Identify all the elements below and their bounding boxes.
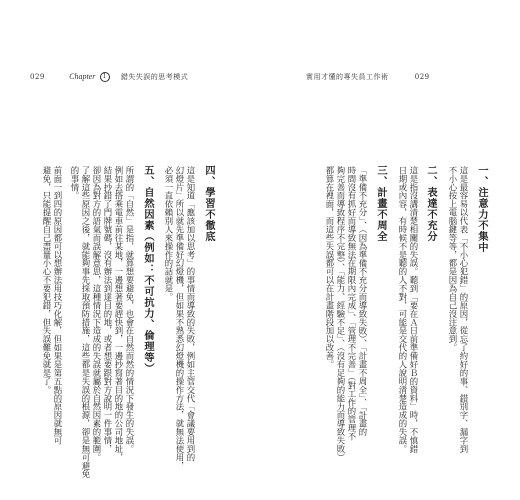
text-column: 必須一直依賴別人來操作的話就是。 — [164, 166, 174, 302]
text-column: 前面一到四的原因都可以想辦法用技巧化解，但如果是第五點的原因就無可 — [53, 166, 63, 445]
text-column: 不小心按上電腦鍵等等，都是因為自己沒注意到。 — [448, 166, 458, 352]
text-column: 幻燈片」所以就先準備好幻燈機，但如果不熟悉幻燈機的操作方法，就無法使用， — [175, 166, 185, 470]
section-heading-4: 四、學習不徹底 — [203, 165, 215, 242]
section-heading-1: 一、注意力不集中 — [476, 165, 488, 253]
section-heading-5: 五、自然因素（例如：不可抗力、倫理等） — [142, 165, 154, 374]
section-heading-3: 三、計畫不周全 — [375, 165, 387, 242]
text-column: 所謂的「自然」是指，就算想要避免，也會在自然而然的情況下發生的失誤。 — [125, 166, 135, 453]
text-column: 這是最容易以代表「不小心犯錯」的原因，從忘了約好的事、錯別字、漏字到 — [459, 166, 469, 453]
page-header-right — [300, 72, 430, 82]
text-column: 「準備不充分」、（因為準備不充分而導致失敗）、「計畫不周全」、「計畫的 — [358, 166, 368, 437]
book-title: 實用才懂的專失員工作術 — [306, 73, 389, 81]
text-column: 日期或內容，有時候不是聽的人不對，可能是交代的人說明清楚造成的失誤。 — [398, 166, 408, 453]
text-column: 都算在裡面，而這些失誤都可以在計畫階段加以改善。 — [325, 166, 335, 369]
page-number-left: 029 — [30, 73, 45, 81]
text-column: 例如去搭乘電車前往某地，一邊想著要趕快到，一邊抄寫著目的地的公司地址， — [114, 166, 124, 462]
text-column: 避免，只能提醒自己盡量小心不要犯錯，但失誤難免就是了。 — [42, 166, 52, 394]
text-column: 這是指沒講清楚相關的失誤。聽到「要在Ａ日前準備好Ｂ的資料」時，不慎錯 — [409, 166, 419, 453]
chapter-label: Chapter — [69, 72, 96, 81]
chapter-number-badge: 1 — [100, 72, 110, 82]
text-column: 的事情。 — [70, 166, 80, 200]
text-column: 時間沒有抓好而導致無法在期限內完成」、「管理不完善」（對工作的管理不 — [347, 166, 357, 441]
page-number-right: 029 — [414, 73, 430, 81]
page-header-left — [30, 72, 188, 82]
text-column: 夠完善而導致程序不完整）、「能力、經驗不足」、（沒有足夠的能力而導致失敗） — [336, 166, 346, 462]
text-column: 結果抄錯了門牌號碼，沒有辦法到達目的地，或者想要跟對方說明一件事情， — [103, 166, 113, 453]
text-column: 這是知道「應該加以思考」的事情而導致的失敗，例如主管交代「會議要用到的 — [186, 166, 196, 462]
text-column: 了解這些原因之後，就能夠事先採取預防措施，這些都是失誤的根源，卻是無可避免 — [81, 166, 91, 479]
chapter-title: 錯失失誤的思考模式 — [120, 73, 189, 81]
section-heading-2: 二、表達不充分 — [425, 165, 437, 242]
text-column: 卻因為對方的語氣而誤解意思，這種情況下造成的失誤就屬於自然因素的範圍。 — [92, 166, 102, 462]
